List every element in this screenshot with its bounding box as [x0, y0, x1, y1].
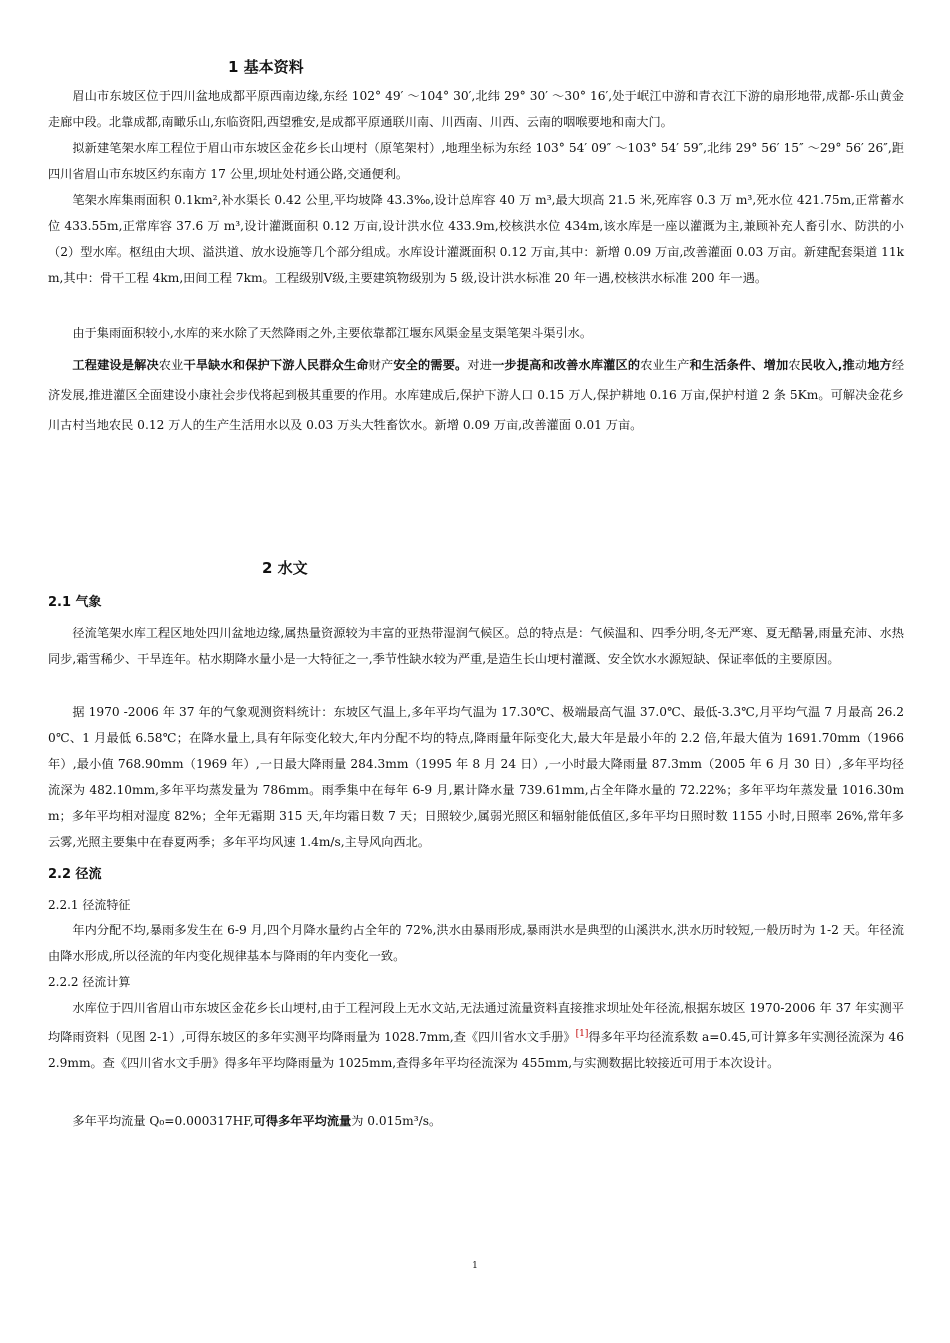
paragraph-location: 眉山市东坡区位于四川盆地成都平原西南边缘,东经 102° 49′ ～104° 30′,北纬 29° 30′ ～30° 16′,处于岷江中游和青衣江下游的扇形地带,成都-乐山黄金走廊中段。北靠成都,南瞰乐山,东临资阳,西望雅安,是成都平原通联川南、川西南、川西、云南的咽喉要地和南大门。	[48, 89, 904, 129]
bold-text: 地方	[867, 358, 892, 372]
paragraph-reservoir-specs: 笔架水库集雨面积 0.1km²,补水渠长 0.42 公里,平均坡降 43.3‰,设计总库容 40 万 m³,最大坝高 21.5 米,死库容 0.3 万 m³,死水位 421.75m,正常蓄水位 433.55m,正常库容 37.6 万 m³,设计灌溉面积 0.12 万亩,设计洪水位 433.9m,校核洪水位 434m,该水库是一座以灌溉为主,兼顾补充人畜引水、防洪的小（2）型水库。枢纽由大坝、溢洪道、放水设施等几个部分组成。水库设计灌溉面积 0.12 万亩,其中：新增 0.09 万亩,改善灌面 0.03 万亩。新建配套渠道 11km,其中：骨干工程 4km,田间工程 7km。工程级别Ⅴ级,主要建筑物级别为 5 级,设计洪水标准 20 年一遇,校核洪水标准 200 年一遇。	[48, 193, 904, 285]
citation-reference[interactable]: [1]	[575, 1029, 589, 1039]
subsection-2-2-2-heading: 2.2.2 径流计算	[48, 975, 131, 989]
paragraph-runoff-calculation	[48, 995, 904, 1099]
paragraph-project-site: 拟新建笔架水库工程位于眉山市东坡区金花乡长山埂村（原笔架村）,地理坐标为东经 103° 54′ 09″ ～103° 54′ 59″,北纬 29° 56′ 15″ ～29° 56′ 26″,距四川省眉山市东坡区约东南方 17 公里,坝址处村通公路,交通便利。	[48, 141, 904, 181]
text: 多年平均流量 Q₀=0.000317HF,	[72, 1114, 254, 1128]
text: 经济发展,推进灌区全面建设小康社会步伐将起到极其重要的作用。水库建成后,保护下游人口 0.15 万人,保护耕地 0.16 万亩,保护村道 2 条 5Km。可解决金花乡川古村当地农民 0.12 万人的生产生活用水以及 0.03 万头大牲畜饮水。新增 0.09 万亩,改善灌面 0.01 万亩。	[48, 358, 905, 432]
paragraph-climate-statistics: 据 1970 -2006 年 37 年的气象观测资料统计：东坡区气温上,多年平均气温为 17.30℃、极端最高气温 37.0℃、最低-3.3℃,月平均气温 7 月最高 26.20℃、1 月最低 6.58℃；在降水量上,具有年际变化较大,年内分配不均的特点,降雨量年际变化大,最大年是最小年的 2.2 倍,年最大值为 1691.70mm（1966 年）,最小值 768.90mm（1969 年）,一日最大降雨量 284.3mm（1995 年 8 月 24 日）,一小时最大降雨量 87.3mm（2005 年 6 月 30 日）,多年平均径流深为 482.10mm,多年平均蒸发量为 786mm。雨季集中在每年 6-9 月,累计降水量 739.61mm,占全年降水量的 72.22%；多年平均年蒸发量 1016.30mm；多年平均相对湿度 82%；全年无霜期 315 天,年均霜日数 7 天；日照较少,属弱光照区和辐射能低值区,多年平均日照时数 1155 小时,日照率 26%,常年多云雾,光照主要集中在春夏两季；多年平均风速 1.4m/s,主导风向西北。	[48, 705, 904, 849]
bold-text: 干旱缺水和保护下游人民群众生命	[183, 358, 369, 372]
text: 得多年平均径流系数 a=0.45,可计算多年实测径流深为 462.9mm。查《四川省水文手册》得多年平均降雨量为 1025mm,查得多年平均径流深为 455mm,与实测数据比较接近可用于本次设计。	[48, 1030, 904, 1071]
subsection-2-2-1-heading: 2.2.1 径流特征	[48, 898, 131, 912]
paragraph-climate-overview: 径流笔架水库工程区地处四川盆地边缘,属热量资源较为丰富的亚热带湿润气候区。总的特点是：气候温和、四季分明,冬无严寒、夏无酷暑,雨量充沛、水热同步,霜雪稀少、干旱连年。枯水期降水量小是一大特征之一,季节性缺水较为严重,是造生长山埂村灌溉、安全饮水水源短缺、保证率低的主要原因。	[48, 626, 904, 666]
bold-text: 和生活条件、增加	[689, 358, 789, 372]
page-number: 1	[472, 1261, 478, 1271]
paragraph-project-significance	[48, 350, 904, 442]
text: 动	[854, 358, 868, 372]
section-2-heading: 2 水文	[262, 559, 308, 577]
text: 对进	[467, 358, 493, 372]
bold-text: 一步提高和改善水库灌区的	[492, 358, 641, 372]
bold-text: 民收入,推	[800, 358, 855, 372]
text: 农业	[158, 358, 184, 372]
paragraph-water-source: 由于集雨面积较小,水库的来水除了天然降雨之外,主要依靠都江堰东风渠金星支渠笔架斗渠引水。	[72, 326, 593, 340]
text: 农业生产	[640, 358, 690, 372]
bold-text: 工程建设是解决	[72, 358, 159, 372]
text: 农	[788, 358, 801, 372]
text: 财产	[368, 358, 394, 372]
text: 水库位于四川省眉山市东坡区金花乡长山埂村,由于工程河段上无水文站,无法通过流量资料直接推求坝址处年径流,根据东坡区 1970-2006 年 37 年实测平均降雨资料（见图 2-1）,可得东坡区的多年实测平均降雨量为 1028.7mm,查《四川省水文手册》	[48, 1001, 904, 1045]
paragraph-average-flow	[48, 1108, 904, 1134]
subsection-2-1-heading: 2.1 气象	[48, 595, 102, 610]
section-1-heading: 1 基本资料	[228, 58, 304, 76]
paragraph-runoff-characteristics: 年内分配不均,暴雨多发生在 6-9 月,四个月降水量约占全年的 72%,洪水由暴雨形成,暴雨洪水是典型的山溪洪水,洪水历时较短,一般历时为 1-2 天。年径流由降水形成,所以径流的年内变化规律基本与降雨的年内变化一致。	[48, 923, 904, 963]
subsection-2-2-heading: 2.2 径流	[48, 867, 102, 882]
bold-text: 安全的需要。	[393, 358, 468, 372]
bold-text: 可得多年平均流量	[253, 1114, 352, 1128]
text: 为 0.015m³/s。	[351, 1114, 442, 1128]
